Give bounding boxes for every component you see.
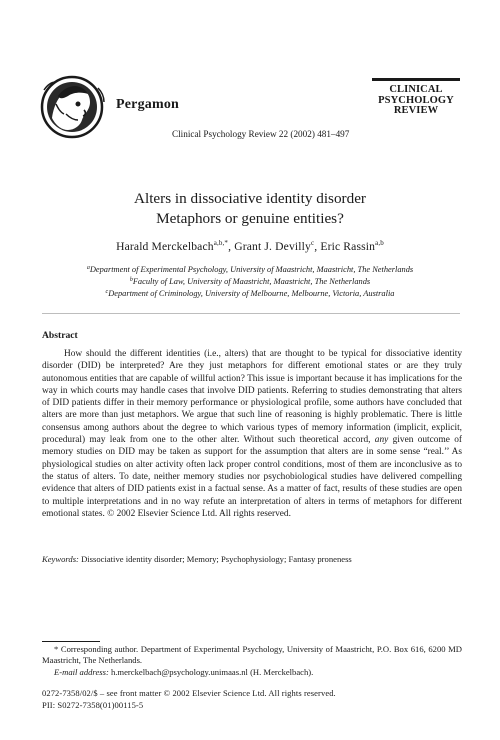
author-separator: , [314,240,321,253]
abstract-text: given outcome of memory studies on DID may be taken as support for the assumption that alters are in some sense “real.’’ As physiological studies on alter activity often lack proper control conditions, most of them are inconclusive as to the status of alters. To date, neither memory studies nor psychobiological studies have delivered compelling evidence that alters of DID patients exist in a factual sense. As a matter of fact, results of these studies are open to multiple interpretations and in no way refute an interpretation of alters in terms of metaphors for different emotional states. © 2002 Elsevier Science Ltd. All rights reserved. [42,435,462,519]
affiliation-text: Department of Criminology, University of Melbourne, Melbourne, Victoria, Australia [108,289,395,298]
affiliation [0,265,500,274]
journal-brand-line: PSYCHOLOGY [378,94,454,106]
keywords-label: Keywords: [42,554,79,564]
section-divider [42,313,460,314]
article-title-line-1: Alters in dissociative identity disorder [134,190,366,207]
footnote-divider [42,641,100,642]
author-list [0,239,500,253]
keywords [42,554,352,564]
journal-brand [372,78,460,117]
abstract-body [42,348,462,520]
affiliation-marker: a [86,265,90,271]
author-name: Grant J. Devilly [234,240,311,253]
corresponding-author-footnote: * Corresponding author. Department of Experimental Psychology, University of Maastricht, P.O. Box 616, 6200 MD Maastricht, The Netherlands. [42,644,462,666]
abstract-text: How should the different identities (i.e., alters) that are thought to be typical for dissociative identity disorder (DID) be interpreted? Are they just metaphors for different emotional states or are they truly autonomous entities that are capable of willful action? This issue is important because it has implications for the way in which courts may handle cases that involve DID patients. Referring to studies demonstrating that alters of DID patients differ in their memory performance or physiological profile, some authors have concluded that alters are more than just metaphors. We argue that such line of reasoning is highly problematic. There is little consensus among authors about the degree to which various types of memory information (implicit, explicit, procedural) may leak from one to the other alter. Without such theoretical accord, [42,349,462,446]
abstract-heading: Abstract [42,330,78,341]
email-label: E-mail address: [54,667,109,677]
affiliation-text: Department of Experimental Psychology, University of Maastricht, Maastricht, The Netherlands [89,265,414,274]
author-affiliation-marker: a,b [375,239,384,247]
author-separator: , [228,240,235,253]
email-text: h.merckelbach@psychology.unimaas.nl (H. Merckelbach). [108,667,314,677]
author-affiliation-marker: c [310,239,315,247]
author-name: Eric Rassin [320,240,376,253]
affiliation-marker: b [129,277,133,283]
journal-citation: Clinical Psychology Review 22 (2002) 481–497 [172,129,350,139]
copyright-line: 0272-7358/02/$ – see front matter © 2002 Elsevier Science Ltd. All rights reserved. [42,688,336,698]
article-title-line-2: Metaphors or genuine entities? [156,210,344,227]
affiliation-text: Faculty of Law, University of Maastricht, Maastricht, The Netherlands [132,277,371,286]
publisher-name: Pergamon [116,97,180,112]
author-name: Harald Merckelbach [116,240,214,253]
affiliation [0,277,500,286]
journal-brand-line: CLINICAL [389,84,443,95]
author-affiliation-marker: a,b,* [213,239,229,247]
affiliation [0,289,500,298]
journal-brand-line: REVIEW [393,105,439,116]
publisher-logo [38,74,110,140]
abstract-emphasis: any [374,435,389,446]
keywords-text: Dissociative identity disorder; Memory; Psychophysiology; Fantasy proneness [81,554,352,564]
email-footnote [42,667,462,678]
affiliation-marker: c [105,289,109,295]
pii-line: PII: S0272-7358(01)00115-5 [42,700,144,710]
